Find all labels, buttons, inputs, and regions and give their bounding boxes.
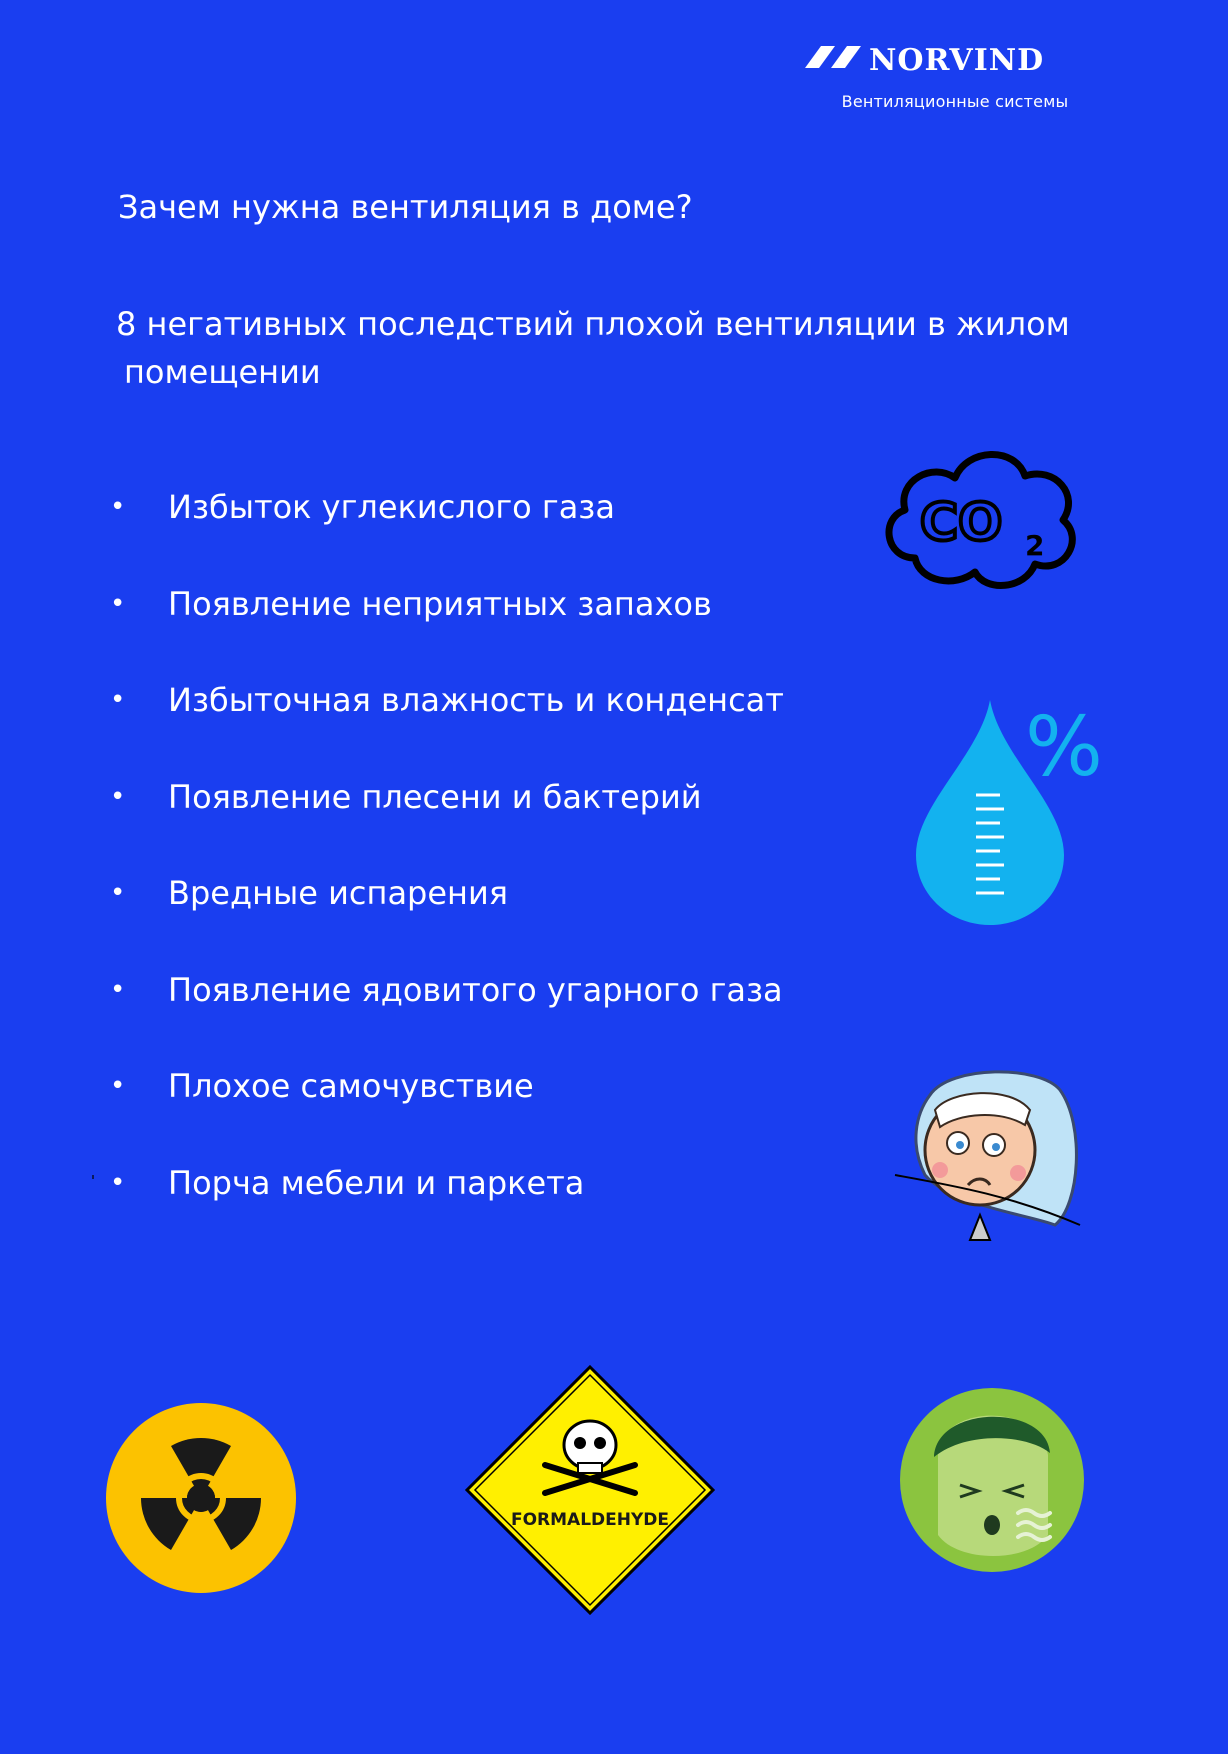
bullet: • [110,974,126,1005]
list-item-text: Появление неприятных запахов [168,584,712,623]
list-item [110,1161,784,1258]
svg-text:2: 2 [1025,529,1045,562]
subtitle-line-2: помещении [124,353,321,391]
list-item [110,678,784,775]
co2-cloud-icon [875,440,1085,595]
list-item [110,582,784,679]
brand-logo [805,40,1105,115]
list-item [110,871,784,968]
consequences-list [110,485,784,1257]
bullet: • [110,1167,126,1198]
bullet: • [110,492,126,522]
list-item-text: Вредные испарения [168,874,509,912]
humidity-drop-icon [910,695,1115,930]
list-item-text: Порча мебели и паркета [168,1163,585,1202]
list-item-text: Плохое самочувствие [168,1067,534,1105]
list-item [110,775,784,872]
svg-text:FORMALDEHYDE: FORMALDEHYDE [510,1510,670,1530]
svg-text:%: % [1025,700,1103,795]
norvind-logo-icon [805,40,1105,80]
nausea-face-icon [898,1385,1086,1575]
list-item [110,485,784,582]
page-subtitle [116,300,1096,396]
subtitle-line-1: 8 негативных последствий плохой вентиляции в жилом [116,305,1070,343]
speck [92,1175,94,1179]
bullet: • [110,685,126,715]
bullet: • [110,1071,126,1101]
list-item-text: Избыточная влажность и конденсат [168,681,784,719]
list-item-text: Появление плесени и бактерий [168,777,702,816]
list-item [110,968,784,1065]
svg-text:CO: CO [920,493,1003,553]
radiation-icon [105,1402,297,1594]
list-item-text: Избыток углекислого газа [168,488,615,526]
list-item [110,1064,784,1161]
svg-text:NORVIND: NORVIND [869,43,1045,78]
list-item-text: Появление ядовитого угарного газа [168,970,783,1009]
formaldehyde-sign-icon [465,1365,715,1615]
bullet: • [110,878,126,908]
page-question: Зачем нужна вентиляция в доме? [118,188,693,226]
sick-child-icon [890,1065,1100,1250]
bullet: • [110,588,126,619]
brand-tagline: Вентиляционные системы [841,92,1069,111]
bullet: • [110,781,126,812]
